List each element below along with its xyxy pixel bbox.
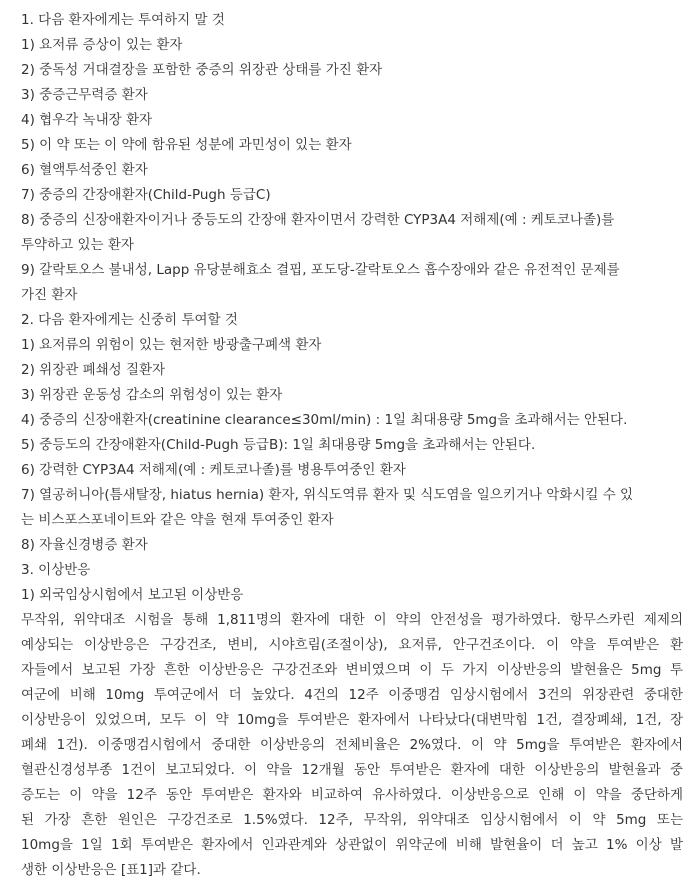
paragraph-line: 10mg을 1일 1회 투여받은 환자에서 인과관계와 상관없이 위약군에 비해 발현율이 더 높고 1% 이상 발 bbox=[21, 837, 683, 853]
paragraph-line: 무작위, 위약대조 시험을 통해 1,811명의 환자에 대한 이 약의 안전성을 평가하였다. 항무스카린 제제의 bbox=[21, 612, 683, 628]
list-item: 6) 강력한 CYP3A4 저해제(예 : 케토코나졸)를 병용투여중인 환자 bbox=[21, 462, 406, 478]
list-item: 8) 중증의 신장애환자이거나 중등도의 간장애 환자이면서 강력한 CYP3A4 저해제(예 : 케토코나졸)를 bbox=[21, 212, 615, 228]
paragraph-line: 혈관신경성부종 1건이 보고되었다. 이 약을 12개월 동안 투여받은 환자에 대한 이상반응의 발현율과 중 bbox=[21, 762, 683, 778]
list-item: 3) 중증근무력증 환자 bbox=[21, 87, 148, 103]
paragraph-line: 생한 이상반응은 [표1]과 같다. bbox=[21, 862, 201, 878]
subsection-heading: 1) 외국임상시험에서 보고된 이상반응 bbox=[21, 587, 244, 603]
list-item-continuation: 는 비스포스포네이트와 같은 약을 현재 투여중인 환자 bbox=[21, 512, 334, 528]
section-heading-adverse-reactions: 3. 이상반응 bbox=[21, 562, 91, 578]
paragraph-line: 자들에서 보고된 가장 흔한 이상반응은 구강건조와 변비였으며 이 두 가지 이상반응의 발현율은 5mg 투 bbox=[21, 662, 683, 678]
list-item: 7) 중증의 간장애환자(Child-Pugh 등급C) bbox=[21, 187, 271, 203]
adverse-reactions-paragraph bbox=[21, 608, 683, 883]
list-item: 5) 이 약 또는 이 약에 함유된 성분에 과민성이 있는 환자 bbox=[21, 137, 352, 153]
paragraph-line: 예상되는 이상반응은 구강건조, 변비, 시야흐림(조절이상), 요저류, 안구건조이다. 이 약을 투여받은 환 bbox=[21, 637, 683, 653]
paragraph-line: 된 가장 흔한 원인은 구강건조로 1.5%였다. 12주, 무작위, 위약대조 임상시험에서 이 약 5mg 또는 bbox=[21, 812, 683, 828]
list-item: 5) 중등도의 간장애환자(Child-Pugh 등급B): 1일 최대용량 5mg을 초과해서는 안된다. bbox=[21, 437, 536, 453]
list-item: 4) 중증의 신장애환자(creatinine clearance≤30ml/min) : 1일 최대용량 5mg을 초과해서는 안된다. bbox=[21, 412, 628, 428]
list-item-continuation: 가진 환자 bbox=[21, 287, 78, 303]
list-item: 1) 요저류 증상이 있는 환자 bbox=[21, 37, 183, 53]
list-item: 3) 위장관 운동성 감소의 위험성이 있는 환자 bbox=[21, 387, 283, 403]
list-item: 8) 자율신경병증 환자 bbox=[21, 537, 148, 553]
list-item: 7) 열공허니아(틈새탈장, hiatus hernia) 환자, 위식도역류 환자 및 식도염을 일으키거나 악화시킬 수 있 bbox=[21, 487, 634, 503]
section-heading-contraindications: 1. 다음 환자에게는 투여하지 말 것 bbox=[21, 12, 225, 28]
document-body bbox=[21, 8, 683, 883]
paragraph-line: 여군에 비해 10mg 투여군에서 더 높았다. 4건의 12주 이중맹검 임상시험에서 3건의 위장관련 중대한 bbox=[21, 687, 683, 703]
paragraph-line: 폐쇄 1건). 이중맹검시험에서 중대한 이상반응의 전체비율은 2%였다. 이 약 5mg을 투여받은 환자에서 bbox=[21, 737, 683, 753]
paragraph-line: 증도는 이 약을 12주 동안 투여받은 환자와 비교하여 유사하였다. 이상반응으로 인해 이 약을 중단하게 bbox=[21, 787, 683, 803]
paragraph-line: 이상반응이 있었으며, 모두 이 약 10mg을 투여받은 환자에서 나타났다(대변막힘 1건, 결장폐쇄, 1건, 장 bbox=[21, 712, 683, 728]
list-item: 1) 요저류의 위험이 있는 현저한 방광출구폐색 환자 bbox=[21, 337, 322, 353]
list-item-continuation: 투약하고 있는 환자 bbox=[21, 237, 134, 253]
list-item: 2) 중독성 거대결장을 포함한 중증의 위장관 상태를 가진 환자 bbox=[21, 62, 383, 78]
section-heading-precautions: 2. 다음 환자에게는 신중히 투여할 것 bbox=[21, 312, 238, 328]
list-item: 4) 협우각 녹내장 환자 bbox=[21, 112, 153, 128]
list-item: 9) 갈락토오스 불내성, Lapp 유당분해효소 결핍, 포도당-갈락토오스 흡수장애와 같은 유전적인 문제를 bbox=[21, 262, 620, 278]
list-item: 2) 위장관 폐쇄성 질환자 bbox=[21, 362, 166, 378]
list-item: 6) 혈액투석중인 환자 bbox=[21, 162, 148, 178]
numbered-list bbox=[21, 8, 683, 608]
